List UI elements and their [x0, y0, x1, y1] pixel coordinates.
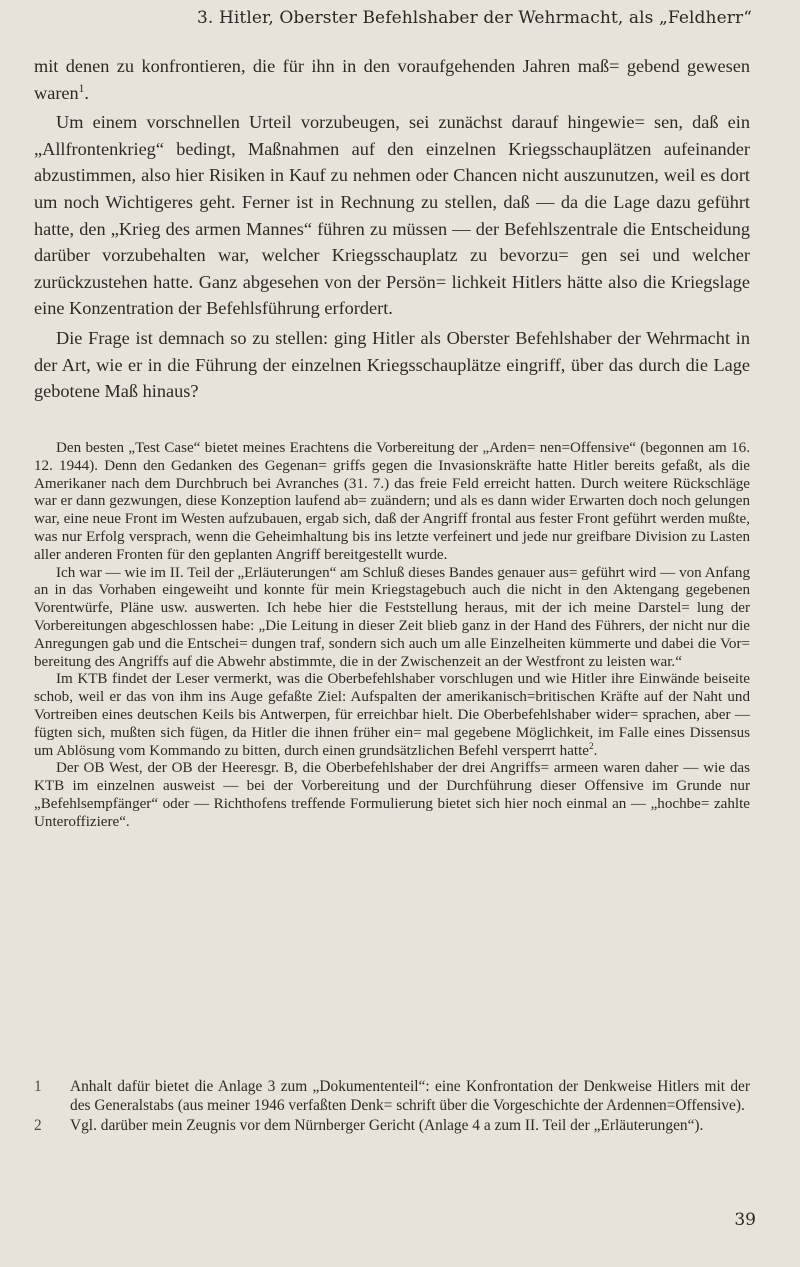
small-paragraph-1: Den besten „Test Case“ bietet meines Erachtens die Vorbereitung der „Arden= nen=Offensive“ (begonnen am 16. 12. 1944). Denn den Gedanken des Gegenan= griffs gegen die Invasionskräfte hatte Hitler bereits gefaßt, als die Amerikaner nach dem Durchbruch bei Avranches (31. 7.) das freie Feld erreicht hatten. Durch weitere Rückschläge war er dann gezwungen, diese Konzeption laufend ab= zuändern; und als es dann wider Erwarten doch noch gelungen war, eine neue Front im Westen aufzubauen, ergab sich, daß der Angriff frontal aus fester Front geführt werden mußte, was nur Erfolg versprach, wenn die Geheimhaltung bis ins letzte verfeinert und jede nur greifbare Division zu Lasten aller anderen Fronten für den geplanten Angriff bereitgestellt wurde.: [34, 440, 750, 563]
small-paragraph-3: [34, 671, 750, 760]
footnote-text: Anhalt dafür bietet die Anlage 3 zum „Dokumententeil“: eine Konfrontation der Denkweise Hitlers mit der des Generalstabs (aus meiner 1946 verfaßten Denk= schrift über die Vorgeschichte der Ardennen=Offensive).: [70, 1078, 750, 1114]
footnote-ref-1: 1: [78, 82, 85, 95]
footnote-ref-2: 2: [588, 741, 594, 752]
footnote-number: 1: [34, 1078, 42, 1095]
small-paragraph-2: Ich war — wie im II. Teil der „Erläuterungen“ am Schluß dieses Bandes genauer aus= geführt wird — von Anfang an in das Vorhaben eingeweiht und konnte für mein Kriegstagebuch auch die nicht in den Aktengang gegebenen Vorentwürfe, Pläne usw. auswerten. Ich hebe hier die Feststellung heraus, mit der ich meine Darstel= lung der Vorbereitungen abgeschlossen habe: „Die Leitung in dieser Zeit blieb ganz in der Hand des Führers, der nicht nur die Anregungen gab und die Entschei= dungen traf, sondern sich auch um alle Einzelheiten kümmerte und dabei die Vor= bereitung des Angriffs auf die Abwehr abstimmte, die in der Zwischenzeit an der Westfront zu leisten war.“: [34, 564, 750, 670]
small-paragraph-3-end: .: [593, 742, 598, 759]
paragraph-1-end: .: [84, 82, 89, 103]
footnote-2: [34, 1117, 750, 1136]
small-paragraph-4: Der OB West, der OB der Heeresgr. B, die Oberbefehlshaber der drei Angriffs= armeen waren daher — wie das KTB im einzelnen ausweist — bei der Vorbereitung und der Durchführung dieser Offensive im Grunde nur „Befehlsempfänger“ oder — Richthofens treffende Formulierung bietet sich hier noch einmal an — „hochbe= zahlte Unteroffiziere“.: [34, 760, 750, 830]
footnotes: [34, 1078, 750, 1138]
running-header: 3. Hitler, Oberster Befehlshaber der Wehrmacht, als „Feldherr“: [197, 8, 752, 28]
main-text: [34, 53, 750, 405]
paragraph-1-text: mit denen zu konfrontieren, die für ihn in den voraufgehenden Jahren maß= gebend gewesen waren: [34, 56, 750, 103]
footnote-text: Vgl. darüber mein Zeugnis vor dem Nürnberger Gericht (Anlage 4 a zum II. Teil der „Erläuterungen“).: [70, 1117, 704, 1135]
paragraph-2: Um einem vorschnellen Urteil vorzubeugen, sei zunächst darauf hingewie= sen, daß ein „Allfrontenkrieg“ bedingt, Maßnahmen auf den einzelnen Kriegsschauplätzen aufeinander abzustimmen, also hier Risiken in Kauf zu nehmen oder Chancen nicht auszunutzen, weil es dort um noch Wichtigeres geht. Ferner ist in Rechnung zu stellen, daß — da die Lage dazu geführt hatte, den „Krieg des armen Mannes“ führen zu müssen — der Befehlszentrale die Entscheidung darüber vorzubehalten war, welcher Kriegsschauplatz zu bevorzu= gen sei und welcher zurückzustehen hatte. Ganz abgesehen von der Persön= lichkeit Hitlers hätte also die Kriegslage eine Konzentration der Befehlsführung erfordert.: [34, 112, 750, 319]
paragraph-3: Die Frage ist demnach so zu stellen: ging Hitler als Oberster Befehlshaber der Wehrmacht in der Art, wie er in die Führung der einzelnen Kriegsschauplätze eingriff, über das durch die Lage gebotene Maß hinaus?: [34, 327, 750, 402]
page-number: 39: [734, 1210, 756, 1230]
paragraph-1: [34, 53, 750, 106]
footnote-1: [34, 1078, 750, 1115]
small-print-section: [34, 440, 750, 832]
small-paragraph-3-text: Im KTB findet der Leser vermerkt, was die Oberbefehlshaber vorschlugen und wie Hitler ihre Einwände beiseite schob, weil er das von ihm ins Auge gefaßte Ziel: Aufspalten der amerikanisch=britischen Kräfte auf der Naht und Vortreiben eines deutschen Keils bis Antwerpen, für erreichbar hielt. Die Oberbefehlshaber wider= sprachen, aber — fügten sich, mußten sich fügen, da Hitler die ihnen früher ein= mal gegebene Möglichkeit, im Falle eines Dissensus um Ablösung vom Kommando zu bitten, durch einen grundsätzlichen Befehl versperrt hatte: [34, 671, 750, 759]
footnote-number: 2: [34, 1117, 42, 1135]
